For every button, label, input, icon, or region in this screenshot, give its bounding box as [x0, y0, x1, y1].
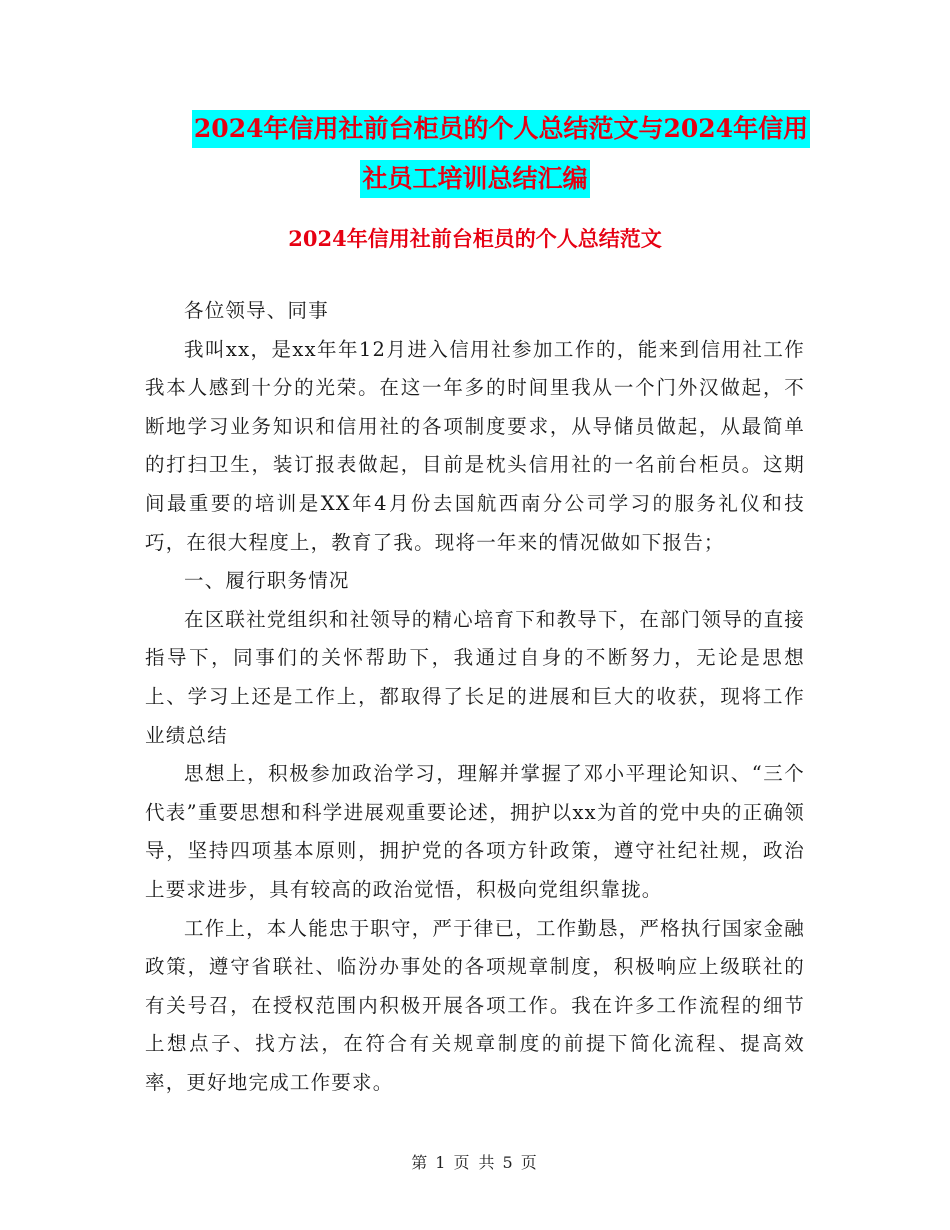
footer-middle: 页 共: [453, 1153, 497, 1172]
footer-total-pages: 5: [502, 1153, 515, 1172]
section-heading: 2024年信用社前台柜员的个人总结范文: [288, 226, 662, 251]
paragraph-duties: 在区联社党组织和社领导的精心培育下和教导下，在部门领导的直接指导下，同事们的关怀帮助下，我通过自身的不断努力，无论是思想上、学习上还是工作上，都取得了长足的进展和巨大的收获，现将工作业绩总结: [145, 607, 806, 747]
paragraph-salutation: 各位领导、同事: [184, 299, 329, 322]
page-footer: [0, 1150, 950, 1173]
title-line-1: 2024年信用社前台柜员的个人总结范文与2024年信用: [192, 110, 810, 148]
footer-suffix: 页: [520, 1153, 539, 1172]
title-line-2: 社员工培训总结汇编: [360, 160, 589, 198]
paragraph-section-heading: 一、履行职务情况: [184, 569, 350, 593]
paragraph-work: 工作上，本人能忠于职守，严于律已，工作勤恳，严格执行国家金融政策，遵守省联社、临汾办事处的各项规章制度，积极响应上级联社的有关号召，在授权范围内积极开展各项工作。我在许多工作流程的细节上想点子、找方法，在符合有关规章制度的前提下简化流程、提高效率，更好地完成工作要求。: [145, 916, 806, 1094]
document-title: [0, 110, 950, 210]
footer-page-number: 1: [435, 1153, 448, 1172]
paragraph-introduction: 我叫xx，是xx年年12月进入信用社参加工作的，能来到信用社工作我本人感到十分的光荣。在这一年多的时间里我从一个门外汉做起，不断地学习业务知识和信用社的各项制度要求，从导储员做起，从最简单的打扫卫生，装订报表做起，目前是枕头信用社的一名前台柜员。这期间最重要的培训是XX年4月份去国航西南分公司学习的服务礼仪和技巧，在很大程度上，教育了我。现将一年来的情况做如下报告；: [145, 337, 805, 554]
footer-prefix: 第: [411, 1153, 430, 1172]
paragraph-ideology: 思想上，积极参加政治学习，理解并掌握了邓小平理论知识、“三个代表”重要思想和科学进展观重要论述，拥护以xx为首的党中央的正确领导，坚持四项基本原则，拥护党的各项方针政策，遵守社纪社规，政治上要求进步，具有较高的政治觉悟，积极向党组织靠拢。: [145, 762, 805, 901]
document-body: [145, 292, 805, 1102]
